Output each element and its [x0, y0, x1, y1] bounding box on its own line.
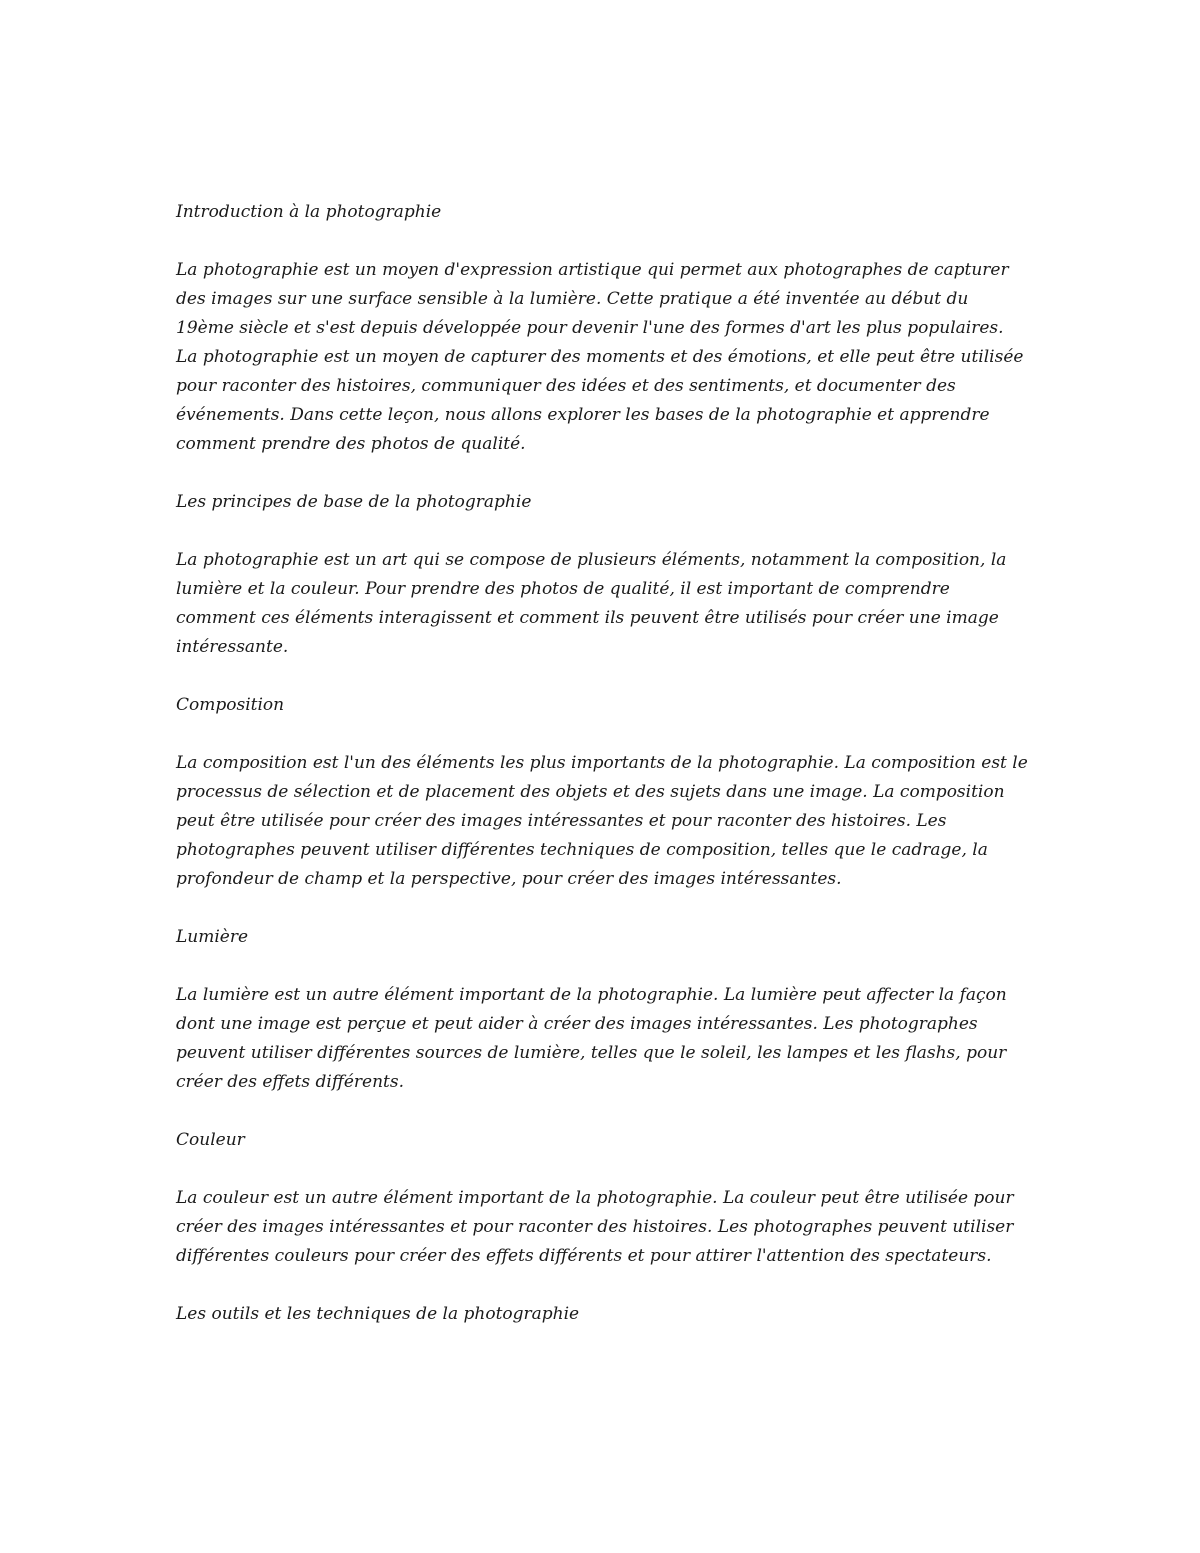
paragraph-principes-de-base: La photographie est un art qui se compose de plusieurs éléments, notamment la composition, la lumière et la couleur. Pour prendre des photos de qualité, il est important de comprendre comment ces éléments interagissent et comment ils peuvent être utilisés pour créer une image intéressante. — [176, 550, 1007, 657]
heading-lumiere: Lumière — [176, 927, 249, 947]
paragraph-composition: La composition est l'un des éléments les plus importants de la photographie. La composition est le processus de sélection et de placement des objets et des sujets dans une image. La composition peut être utilisée pour créer des images intéressantes et pour raconter des histoires. Les photographes peuvent utiliser différentes techniques de composition, telles que le cadrage, la profondeur de champ et la perspective, pour créer des images intéressantes. — [176, 753, 1028, 889]
paragraph-introduction: La photographie est un moyen d'expression artistique qui permet aux photographes de capturer des images sur une surface sensible à la lumière. Cette pratique a été inventée au début du 19ème siècle et s'est depuis développée pour devenir l'une des formes d'art les plus populaires. La photographie est un moyen de capturer des moments et des émotions, et elle peut être utilisée pour raconter des histoires, communiquer des idées et des sentiments, et documenter des événements. Dans cette leçon, nous allons explorer les bases de la photographie et apprendre comment prendre des photos de qualité. — [176, 260, 1024, 454]
document-body — [176, 198, 1028, 1358]
heading-principes-de-base: Les principes de base de la photographie — [176, 492, 532, 512]
heading-introduction: Introduction à la photographie — [176, 202, 442, 222]
paragraph-couleur: La couleur est un autre élément important de la photographie. La couleur peut être utilisée pour créer des images intéressantes et pour raconter des histoires. Les photographes peuvent utiliser différentes couleurs pour créer des effets différents et pour attirer l'attention des spectateurs. — [176, 1188, 1014, 1266]
heading-composition: Composition — [176, 695, 285, 715]
heading-outils-et-techniques: Les outils et les techniques de la photographie — [176, 1304, 580, 1324]
paragraph-lumiere: La lumière est un autre élément important de la photographie. La lumière peut affecter la façon dont une image est perçue et peut aider à créer des images intéressantes. Les photographes peuvent utiliser différentes sources de lumière, telles que le soleil, les lampes et les flashs, pour créer des effets différents. — [176, 985, 1007, 1092]
heading-couleur: Couleur — [176, 1130, 245, 1150]
